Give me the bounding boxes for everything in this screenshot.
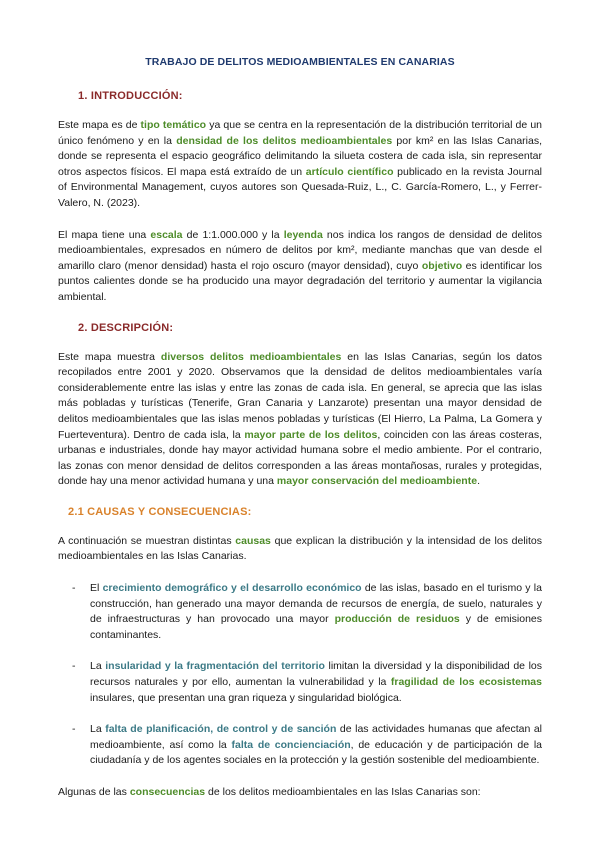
heading-causas-consecuencias: 2.1 CAUSAS Y CONSECUENCIAS: <box>68 505 252 518</box>
text-run: La <box>90 723 106 736</box>
cause-text <box>90 722 542 769</box>
heading-descripcion: 2. DESCRIPCIÓN: <box>78 321 174 334</box>
highlighted-term: densidad de los delitos medioambientales <box>176 134 393 147</box>
text-run: publicado en la revista Journal of Environmental Management, cuyos autores son Quesada-Ruiz, L., C. García-Romero, L., y Ferrer-Valero, N. (2023). <box>58 165 542 209</box>
text-run: insulares, que presentan una gran riqueza y singularidad biológica. <box>90 691 402 704</box>
text-run: La <box>90 660 106 673</box>
text-run: nos indica los rangos de densidad de delitos medioambientales, expresados en número de delitos por km², mediante manchas que van desde el amarillo claro (menor densidad) hasta el rojo oscuro (mayor densidad), cuyo <box>58 228 543 272</box>
text-run: , de educación y de participación de la ciudadanía y de los agentes sociales en la protección y la gestión sostenible del medioambiente. <box>90 738 542 767</box>
highlighted-term: falta de planificación, de control y de sanción <box>105 723 337 736</box>
cause-text <box>90 659 542 706</box>
list-item-cause-1 <box>58 581 542 643</box>
bullet-dash: - <box>72 660 76 673</box>
text-run: de las actividades humanas que afectan al medioambiente, así como la <box>90 723 542 751</box>
text-run: de las islas, basado en el turismo y la construcción, han generado una mayor demanda de recursos de energía, de suelo, naturales y de infraestructuras y han provocado una mayor <box>90 582 542 626</box>
paragraph-intro-1 <box>58 118 542 212</box>
text-run: de los delitos medioambientales en las Islas Canarias son: <box>205 786 481 798</box>
causes-list <box>58 581 542 769</box>
highlighted-term: producción de residuos <box>334 613 460 626</box>
text-run: El mapa tiene una <box>58 228 151 241</box>
cause-text <box>90 581 542 643</box>
highlighted-term: fragilidad de los ecosistemas <box>390 676 542 689</box>
paragraph-descripcion <box>58 350 542 490</box>
bullet-dash: - <box>72 582 76 595</box>
text-run: A continuación se muestran distintas <box>58 534 236 547</box>
highlighted-term: causas <box>235 534 271 547</box>
highlighted-term: insularidad y la fragmentación del territorio <box>105 660 325 673</box>
text-run: y de emisiones contaminantes. <box>90 613 542 641</box>
paragraph-consecuencias <box>58 785 542 801</box>
text-run: en las Islas Canarias, según los datos recopilados entre 2001 y 2020. Observamos que la densidad de delitos medioambientales varía considerablemente entre las islas y entre las zonas de cada isla. En general, se aprecia que las islas más pobladas y turísticas (Tenerife, Gran Canaria y Lanzarote) presentan una mayor densidad de delitos medioambientales que las islas menos pobladas y turísticas (El Hierro, La Palma, La Gomera y Fuerteventura). Dentro de cada isla, la <box>58 350 542 441</box>
text-run: El <box>90 582 103 595</box>
text-run: limitan la diversidad y la disponibilidad de los recursos naturales y por ello, aumentan la vulnerabilidad y la <box>90 660 542 689</box>
bullet-dash: - <box>72 723 76 736</box>
highlighted-term: crecimiento demográfico y el desarrollo económico <box>102 582 362 595</box>
text-run: Este mapa es de <box>58 119 141 131</box>
paragraph-causas-intro <box>58 534 542 565</box>
text-run: que explican la distribución y la intensidad de los delitos medioambientales en las Islas Canarias. <box>58 534 542 563</box>
text-run: ya que se centra en la representación de la distribución territorial de un único fenómeno y en la <box>58 119 542 147</box>
text-run: por km² en las Islas Canarias, donde se representa el espacio geográfico delimitando la silueta costera de cada isla, sin representar otros aspectos físicos. El mapa está extraído de un <box>58 134 542 178</box>
highlighted-term: escala <box>150 228 183 241</box>
document-title: TRABAJO DE DELITOS MEDIOAMBIENTALES EN CANARIAS <box>145 56 455 68</box>
text-run: . <box>477 475 480 488</box>
highlighted-term: leyenda <box>283 228 323 241</box>
text-run: Algunas de las <box>58 786 130 798</box>
highlighted-term: tipo temático <box>140 119 207 131</box>
highlighted-term: falta de concienciación <box>231 738 351 751</box>
text-run: de 1:1.000.000 y la <box>182 228 284 241</box>
text-run: Este mapa muestra <box>58 350 161 363</box>
highlighted-term: diversos delitos medioambientales <box>160 350 342 363</box>
highlighted-term: consecuencias <box>129 786 206 798</box>
text-run: , coinciden con las áreas costeras, urbanas e industriales, donde hay mayor actividad humana sobre el medio ambiente. Por el contrario, las zonas con menor densidad de delitos corresponden a las áreas montañosas, rurales y protegidas, donde hay una menor actividad humana y una <box>58 428 542 488</box>
highlighted-term: mayor parte de los delitos <box>244 428 378 441</box>
list-item-cause-2 <box>58 659 542 706</box>
heading-introduccion: 1. INTRODUCCIÓN: <box>78 90 183 102</box>
list-item-cause-3 <box>58 722 542 769</box>
paragraph-intro-2 <box>58 228 542 306</box>
highlighted-term: mayor conservación del medioambiente <box>276 475 478 488</box>
text-run: es identificar los puntos calientes donde se ha producido una mayor degradación del territorio y aumentar la vigilancia ambiental. <box>58 259 543 303</box>
highlighted-term: objetivo <box>421 259 463 272</box>
highlighted-term: artículo científico <box>305 165 394 178</box>
